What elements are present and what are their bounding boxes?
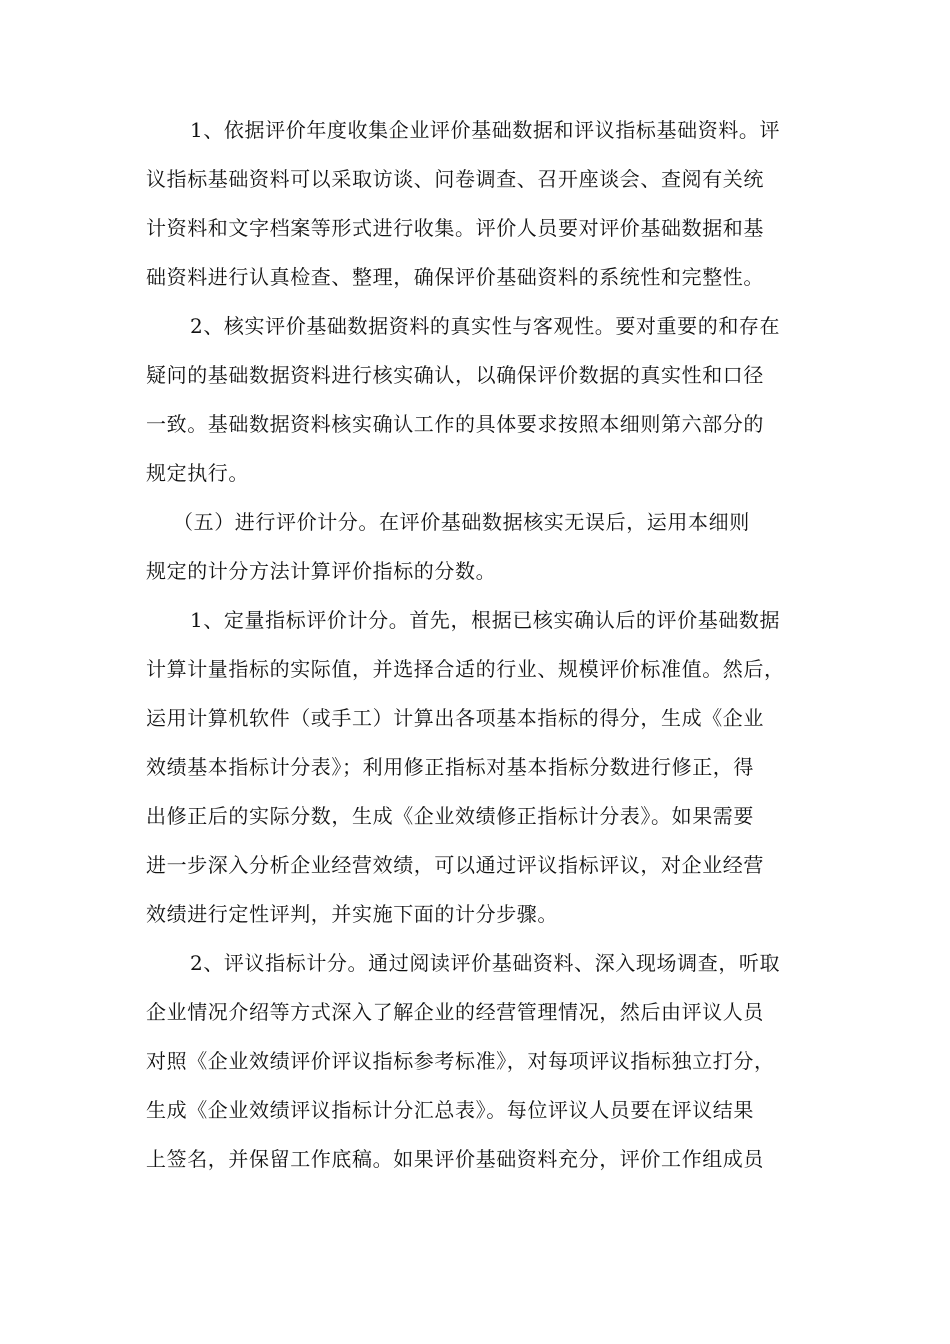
text-line: 进一步深入分析企业经营效绩，可以通过评议指标评议，对企业经营: [146, 853, 764, 877]
text-line: 效绩基本指标计分表》；利用修正指标对基本指标分数进行修正，得: [146, 755, 754, 779]
text-line: 疑问的基础数据资料进行核实确认，以确保评价数据的真实性和口径: [146, 363, 764, 387]
text-line: 计算计量指标的实际值，并选择合适的行业、规模评价标准值。然后，: [146, 657, 785, 681]
text-line: 运用计算机软件（或手工）计算出各项基本指标的得分，生成《企业: [146, 706, 764, 730]
text-line: 计资料和文字档案等形式进行收集。评价人员要对评价基础数据和基: [146, 216, 764, 240]
text-line: 出修正后的实际分数，生成《企业效绩修正指标计分表》。如果需要: [146, 804, 754, 828]
text-line: 规定执行。: [146, 461, 249, 485]
text-line: 1、依据评价年度收集企业评价基础数据和评议指标基础资料。评: [190, 118, 781, 142]
text-line: 议指标基础资料可以采取访谈、问卷调查、召开座谈会、查阅有关统: [146, 167, 764, 191]
text-line: 规定的计分方法计算评价指标的分数。: [146, 559, 497, 583]
text-line: 上签名，并保留工作底稿。如果评价基础资料充分，评价工作组成员: [146, 1147, 764, 1171]
text-line: 2、评议指标计分。通过阅读评价基础资料、深入现场调查，听取: [190, 951, 781, 975]
text-line: （五）进行评价计分。在评价基础数据核实无误后，运用本细则: [173, 510, 750, 534]
text-line: 生成《企业效绩评议指标计分汇总表》。每位评议人员要在评议结果: [146, 1098, 754, 1122]
text-line: 对照《企业效绩评价评议指标参考标准》，对每项评议指标独立打分，: [146, 1049, 775, 1073]
text-line: 2、核实评价基础数据资料的真实性与客观性。要对重要的和存在: [190, 314, 781, 338]
text-line: 一致。基础数据资料核实确认工作的具体要求按照本细则第六部分的: [146, 412, 764, 436]
text-line: 1、定量指标评价计分。首先，根据已核实确认后的评价基础数据: [190, 608, 781, 632]
text-line: 企业情况介绍等方式深入了解企业的经营管理情况，然后由评议人员: [146, 1000, 764, 1024]
text-line: 础资料进行认真检查、整理，确保评价基础资料的系统性和完整性。: [146, 265, 764, 289]
text-line: 效绩进行定性评判，并实施下面的计分步骤。: [146, 902, 558, 926]
